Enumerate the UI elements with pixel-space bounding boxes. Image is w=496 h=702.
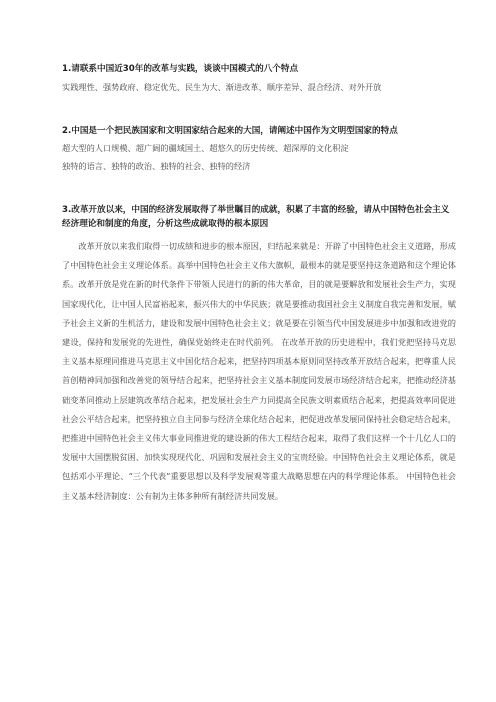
answer-2-line-1: 超大型的人口规模、超广阔的疆域国土、超悠久的历史传统、超深厚的文化积淀 [62,143,349,153]
question-3: 3.改革开放以来，中国的经济发展取得了举世瞩目的成就，积累了丰富的经验，请从中国特色社会主义经济理论和制度的角度，分析这些成就取得的根本原因 [62,205,450,229]
section-1 [62,62,456,95]
question-2: 2.中国是一个把民族国家和文明国家结合起来的大国，请阐述中国作为文明型国家的特点 [62,126,398,136]
answer-3: 改革开放以来我们取得一切成绩和进步的根本原因，归结起来就是：开辟了中国特色社会主义道路，形成了中国特色社会主义理论体系。高举中国特色社会主义伟大旗帜，最根本的就是要坚持这条道路和这个理论体系。改革开放是党在新的时代条件下带领人民进行的新的伟大革命，目的就是要解放和发展社会生产力，实现国家现代化，让中国人民富裕起来，振兴伟大的中华民族；就是要推动我国社会主义制度自我完善和发展，赋予社会主义新的生机活力，建设和发展中国特色社会主义；就是要在引领当代中国发展进步中加强和改进党的建设，保持和发展党的先进性，确保党始终走在时代前列。 在改革开放的历史进程中，我们党把坚持马克思主义基本原理同推进马克思主义中国化结合起来，把坚持四项基本原则同坚持改革开放结合起来，把尊重人民首创精神同加强和改善党的领导结合起来，把坚持社会主义基本制度同发展市场经济结合起来，把推动经济基础变革同推动上层建筑改革结合起来，把发展社会生产力同提高全民族文明素质结合起来，把提高效率同促进社会公平结合起来，把坚持独立自主同参与经济全球化结合起来，把促进改革发展同保持社会稳定结合起来，把推进中国特色社会主义伟大事业同推进党的建设新的伟大工程结合起来，取得了我们这样一个十几亿人口的发展中大国摆脱贫困、加快实现现代化、巩固和发展社会主义的宝贵经验。中国特色社会主义理论体系，就是包括邓小平理论、“三个代表”重要思想以及科学发展观等重大战略思想在内的科学理论体系。 中国特色社会主义基本经济制度：公有制为主体多种所有制经济共同发展。 [62,241,456,501]
section-3 [62,203,456,506]
section-2 [62,124,456,174]
answer-1: 实践理性、强势政府、稳定优先、民生为大、渐进改革、顺序差异、混合经济、对外开放 [62,82,382,92]
question-1: 1.请联系中国近30年的改革与实践，谈谈中国模式的八个特点 [62,64,299,74]
answer-2-line-2: 独特的语言、独特的政治、独特的社会、独特的经济 [62,161,251,171]
